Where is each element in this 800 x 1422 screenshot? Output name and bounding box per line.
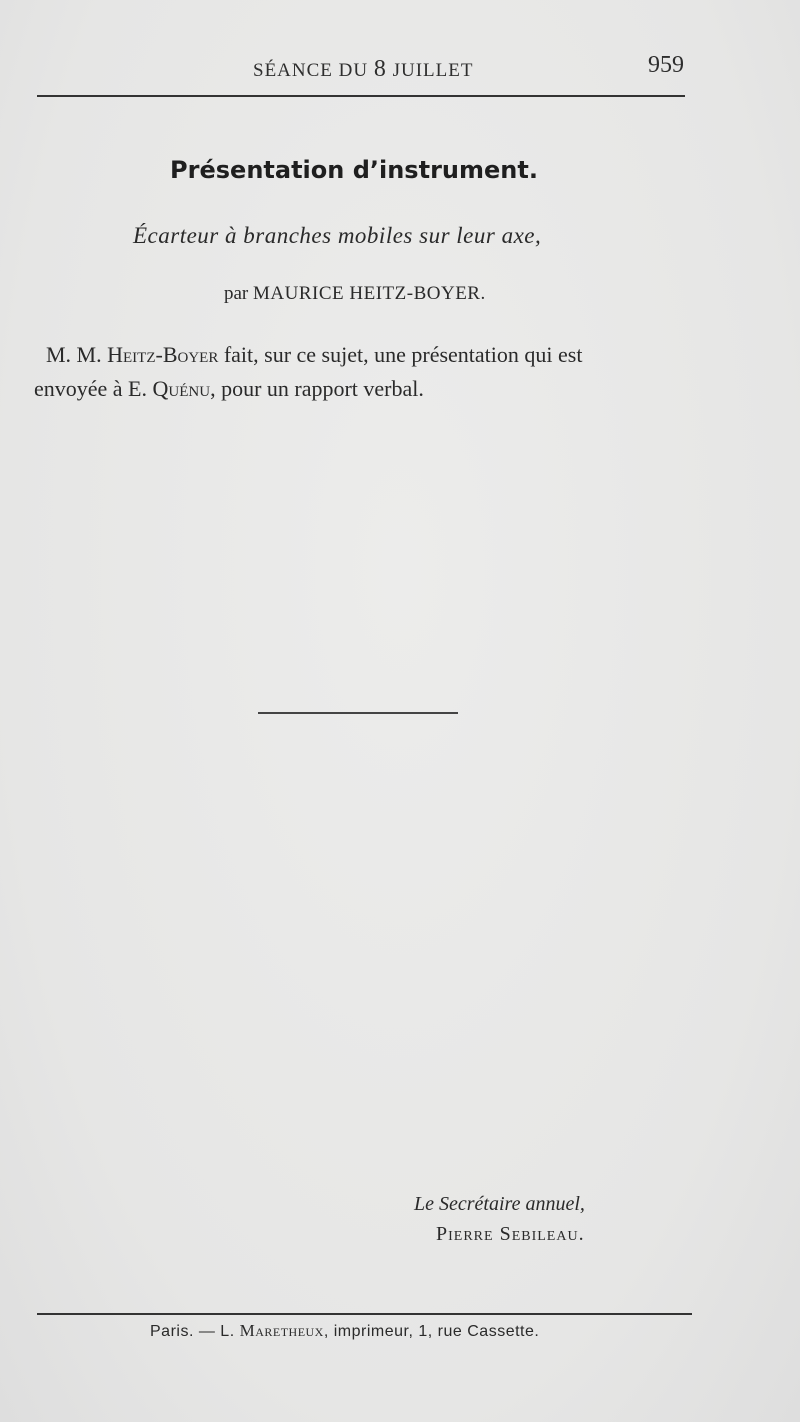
body-line <box>34 372 704 406</box>
body-text-run: fait, sur ce sujet, une présentation qui est <box>218 342 583 367</box>
signature-name: Pierre Sebileau. <box>436 1223 585 1245</box>
page-number: 959 <box>648 52 684 78</box>
running-title-month: JUILLET <box>386 60 474 81</box>
running-title <box>253 56 473 83</box>
imprint-text: Paris. — L. <box>150 1323 240 1340</box>
running-title-text: SÉANCE DU <box>253 60 374 81</box>
section-divider <box>258 712 458 714</box>
body-text-run: , pour un rapport verbal. <box>210 376 424 401</box>
byline-prefix: par <box>224 283 254 304</box>
imprint-text: , imprimeur, 1, rue Cassette. <box>323 1323 540 1340</box>
section-subtitle: Écarteur à branches mobiles sur leur axe, <box>133 223 542 248</box>
author-byline <box>224 283 486 305</box>
printer-name: Maretheux <box>239 1321 324 1340</box>
running-title-day: 8 <box>373 56 387 82</box>
section-title: Présentation d’instrument. <box>170 156 538 184</box>
header-rule <box>37 95 685 97</box>
printer-imprint <box>150 1321 539 1341</box>
body-paragraph <box>34 338 704 406</box>
byline-author: MAURICE HEITZ-BOYER. <box>253 283 486 304</box>
person-name: Heitz-Boyer <box>107 342 219 367</box>
signature-block <box>414 1189 644 1249</box>
signature-role: Le Secrétaire annuel, <box>414 1193 585 1215</box>
running-header <box>0 52 800 82</box>
body-text-run: M. M. <box>46 342 108 367</box>
body-text-run: envoyée à E. <box>34 376 153 401</box>
person-name: Quénu <box>152 376 211 401</box>
body-line <box>34 338 704 372</box>
footer-rule <box>37 1313 692 1315</box>
